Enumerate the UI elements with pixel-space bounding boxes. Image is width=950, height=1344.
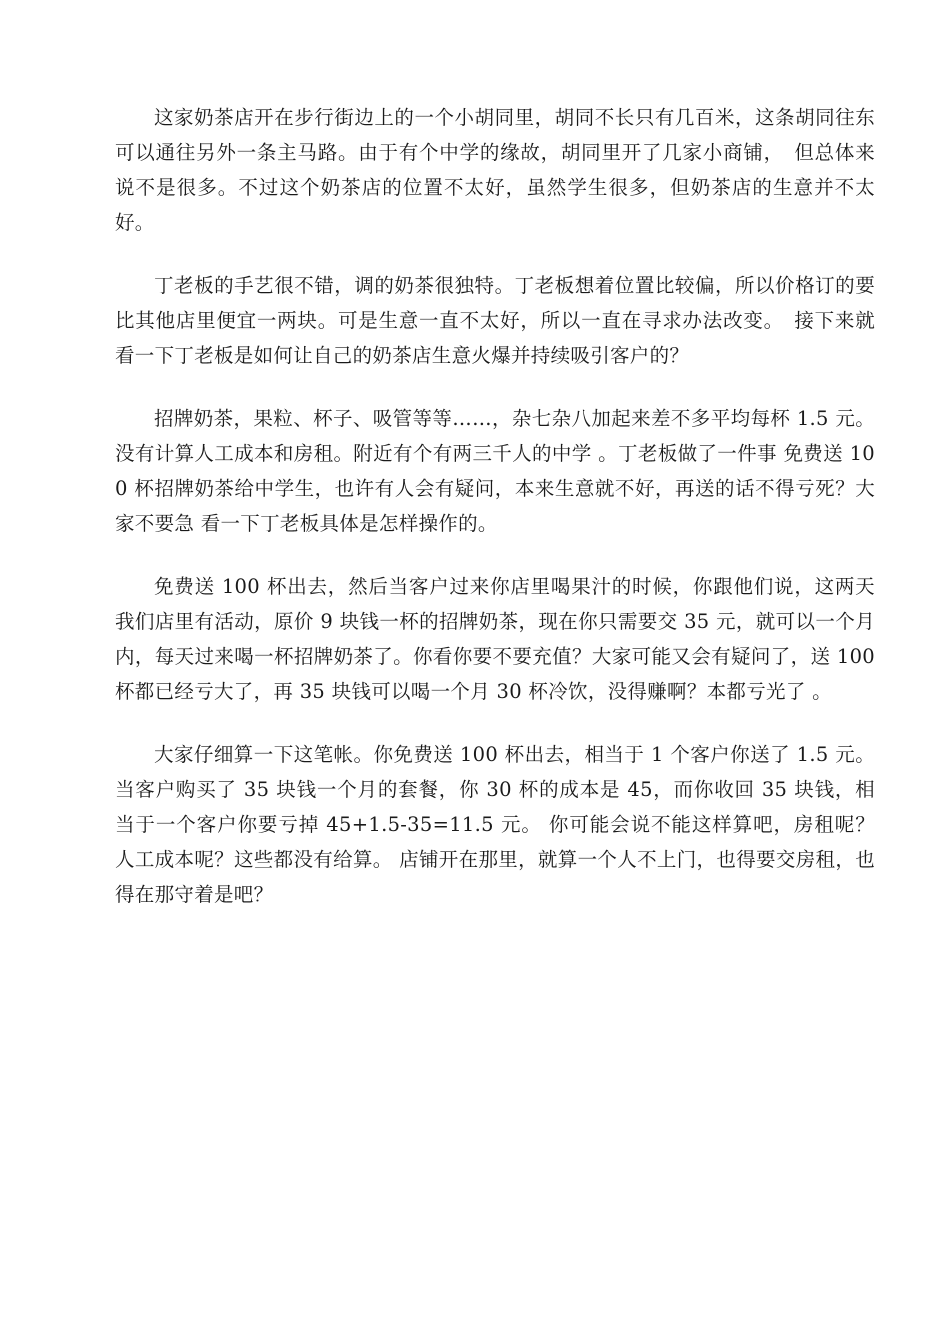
document-body <box>115 100 875 940</box>
paragraph-3: 招牌奶茶，果粒、杯子、吸管等等……，杂七杂八加起来差不多平均每杯 1.5 元。没有计算人工成本和房租。附近有个有两三千人的中学 。丁老板做了一件事 免费送 100 杯招牌奶茶给中学生，也许有人会有疑问，本来生意就不好，再送的话不得亏死？大家不要急 看一下丁老板具体是怎样操作的。 <box>115 407 875 535</box>
paragraph-5: 大家仔细算一下这笔帐。你免费送 100 杯出去，相当于 1 个客户你送了 1.5 元。当客户购买了 35 块钱一个月的套餐，你 30 杯的成本是 45，而你收回 35 块钱，相当于一个客户你要亏掉 45+1.5-35=11.5 元。 你可能会说不能这样算吧，房租呢？人工成本呢？这些都没有给算。 店铺开在那里，就算一个人不上门，也得要交房租，也得在那守着是吧？ <box>115 743 875 906</box>
paragraph-1: 这家奶茶店开在步行街边上的一个小胡同里，胡同不长只有几百米，这条胡同往东可以通往另外一条主马路。由于有个中学的缘故，胡同里开了几家小商铺， 但总体来说不是很多。不过这个奶茶店的位置不太好，虽然学生很多，但奶茶店的生意并不太好。 <box>115 106 875 234</box>
paragraph-2: 丁老板的手艺很不错，调的奶茶很独特。丁老板想着位置比较偏，所以价格订的要比其他店里便宜一两块。可是生意一直不太好，所以一直在寻求办法改变。 接下来就看一下丁老板是如何让自己的奶茶店生意火爆并持续吸引客户的？ <box>115 274 875 367</box>
paragraph-4: 免费送 100 杯出去，然后当客户过来你店里喝果汁的时候，你跟他们说，这两天我们店里有活动，原价 9 块钱一杯的招牌奶茶，现在你只需要交 35 元，就可以一个月内，每天过来喝一杯招牌奶茶了。你看你要不要充值？大家可能又会有疑问了，送 100 杯都已经亏大了，再 35 块钱可以喝一个月 30 杯冷饮，没得赚啊？本都亏光了 。 <box>115 575 875 703</box>
